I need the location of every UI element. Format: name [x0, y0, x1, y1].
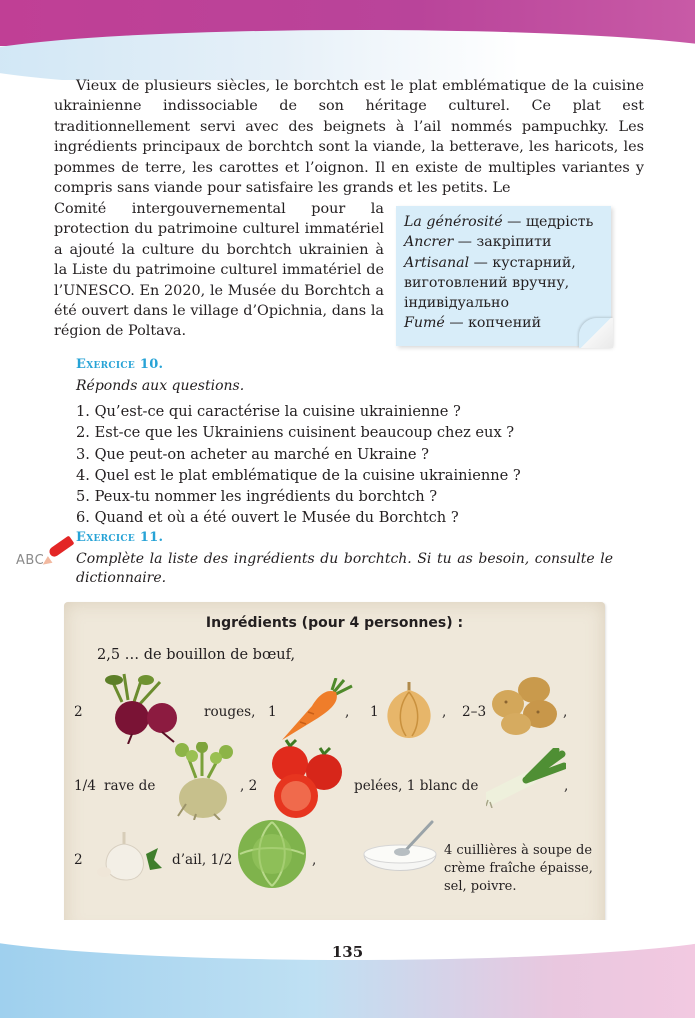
- page-curl-icon: [579, 318, 613, 348]
- potato-icon: [486, 672, 562, 738]
- ingredient-text: ,: [345, 704, 350, 720]
- leek-icon: [486, 748, 569, 808]
- exercise-11-instruction: Complète la liste des ingrédients du borchtch. Si tu as besoin, consulte le dictionnaire.: [76, 551, 613, 586]
- tomato-icon: [266, 738, 346, 820]
- cabbage-icon: [232, 816, 312, 890]
- exercise-10-instruction: Réponds aux questions.: [76, 378, 245, 394]
- ingredient-text: 1: [370, 704, 379, 720]
- side-paragraph: Comité intergouvernemental pour la protection du patrimoine culturel immatériel a ajouté la culture du borchtch ukrainien à la Liste du patrimoine culturel immatériel de l’UNESCO. En 2020, le Musée du Borchtch a été ouvert dans le village d’Opichnia, dans la région de Poltava.: [54, 201, 384, 340]
- ingredient-text: 2: [74, 852, 83, 868]
- vocab-entry: La générosité — щедрість: [404, 214, 594, 230]
- beetroot-icon: [102, 672, 194, 744]
- question-item: 2. Est-ce que les Ukrainiens cuisinent beaucoup chez eux ?: [76, 424, 515, 442]
- ingredient-text: crème fraîche épaisse,: [444, 861, 593, 876]
- question-item: 6. Quand et où a été ouvert le Musée du Borchtch ?: [76, 509, 459, 527]
- vocab-entry: Fumé — копчений: [404, 315, 542, 332]
- ingredient-text: ,: [312, 852, 317, 868]
- ingredient-text: 1: [268, 704, 277, 720]
- vocab-entry: Ancrer — закріпити: [404, 234, 552, 251]
- ingredient-line: 2,5 … de bouillon de bœuf,: [97, 647, 296, 663]
- celery-root-icon: [166, 742, 240, 820]
- footer-decoration: [0, 920, 695, 1018]
- question-item: 5. Peux-tu nommer les ingrédients du borchtch ?: [76, 488, 438, 506]
- ingredients-card: [64, 602, 605, 935]
- question-item: 4. Quel est le plat emblématique de la cuisine ukrainienne ?: [76, 466, 521, 484]
- exercise-11-title: Exercice 11.: [76, 530, 164, 545]
- abc-label: ABC: [16, 553, 45, 568]
- ingredient-text: 4 cuillières à soupe de: [444, 843, 593, 858]
- ingredient-text: 2: [74, 704, 83, 720]
- ingredient-text: ,: [442, 704, 447, 720]
- vocabulary-note: [396, 206, 611, 346]
- ingredient-text: rave de: [104, 778, 156, 794]
- carrot-icon: [278, 678, 354, 744]
- question-item: 3. Que peut-on acheter au marché en Ukraine ?: [76, 445, 429, 463]
- intro-paragraph: Vieux de plusieurs siècles, le borchtch est le plat emblématique de la cuisine ukrainienne indissociable de son héritage culturel. Ce plat est traditionnellement servi avec des beignets à l’ail nommés pampuchky. Les ingrédients principaux de borchtch sont la viande, la betterave, les haricots, les pommes de terre, les carottes et l’oignon. Il en existe de multiples variantes y compris sans viande pour satisfaire les grands et les petits. Le: [54, 78, 644, 197]
- exercise-10-title: Exercice 10.: [76, 357, 164, 372]
- garlic-icon: [92, 824, 164, 882]
- ingredient-text: 2–3: [462, 704, 487, 720]
- ingredient-text: pelées, 1 blanc de: [354, 778, 479, 794]
- ingredients-title: Ingrédients (pour 4 personnes) :: [205, 615, 464, 631]
- page-number: 135: [331, 943, 364, 961]
- ingredient-text: sel, poivre.: [444, 879, 517, 894]
- ingredient-text: , 2: [240, 778, 258, 794]
- ingredient-text: d’ail, 1/2: [172, 852, 233, 868]
- cream-bowl-icon: [360, 818, 440, 884]
- ingredient-text: ,: [564, 778, 569, 794]
- ingredient-text: ,: [563, 704, 568, 720]
- question-item: 1. Qu’est-ce qui caractérise la cuisine ukrainienne ?: [76, 403, 461, 420]
- onion-icon: [380, 680, 438, 740]
- header-decoration: [0, 0, 695, 80]
- pencil-icon: [14, 536, 74, 572]
- vocab-entry: Artisanal — кустарний, виготовлений вручну, індивідуально: [404, 254, 576, 312]
- question-list: [76, 401, 636, 529]
- ingredient-text: rouges,: [204, 704, 256, 720]
- ingredient-text: 1/4: [74, 778, 96, 794]
